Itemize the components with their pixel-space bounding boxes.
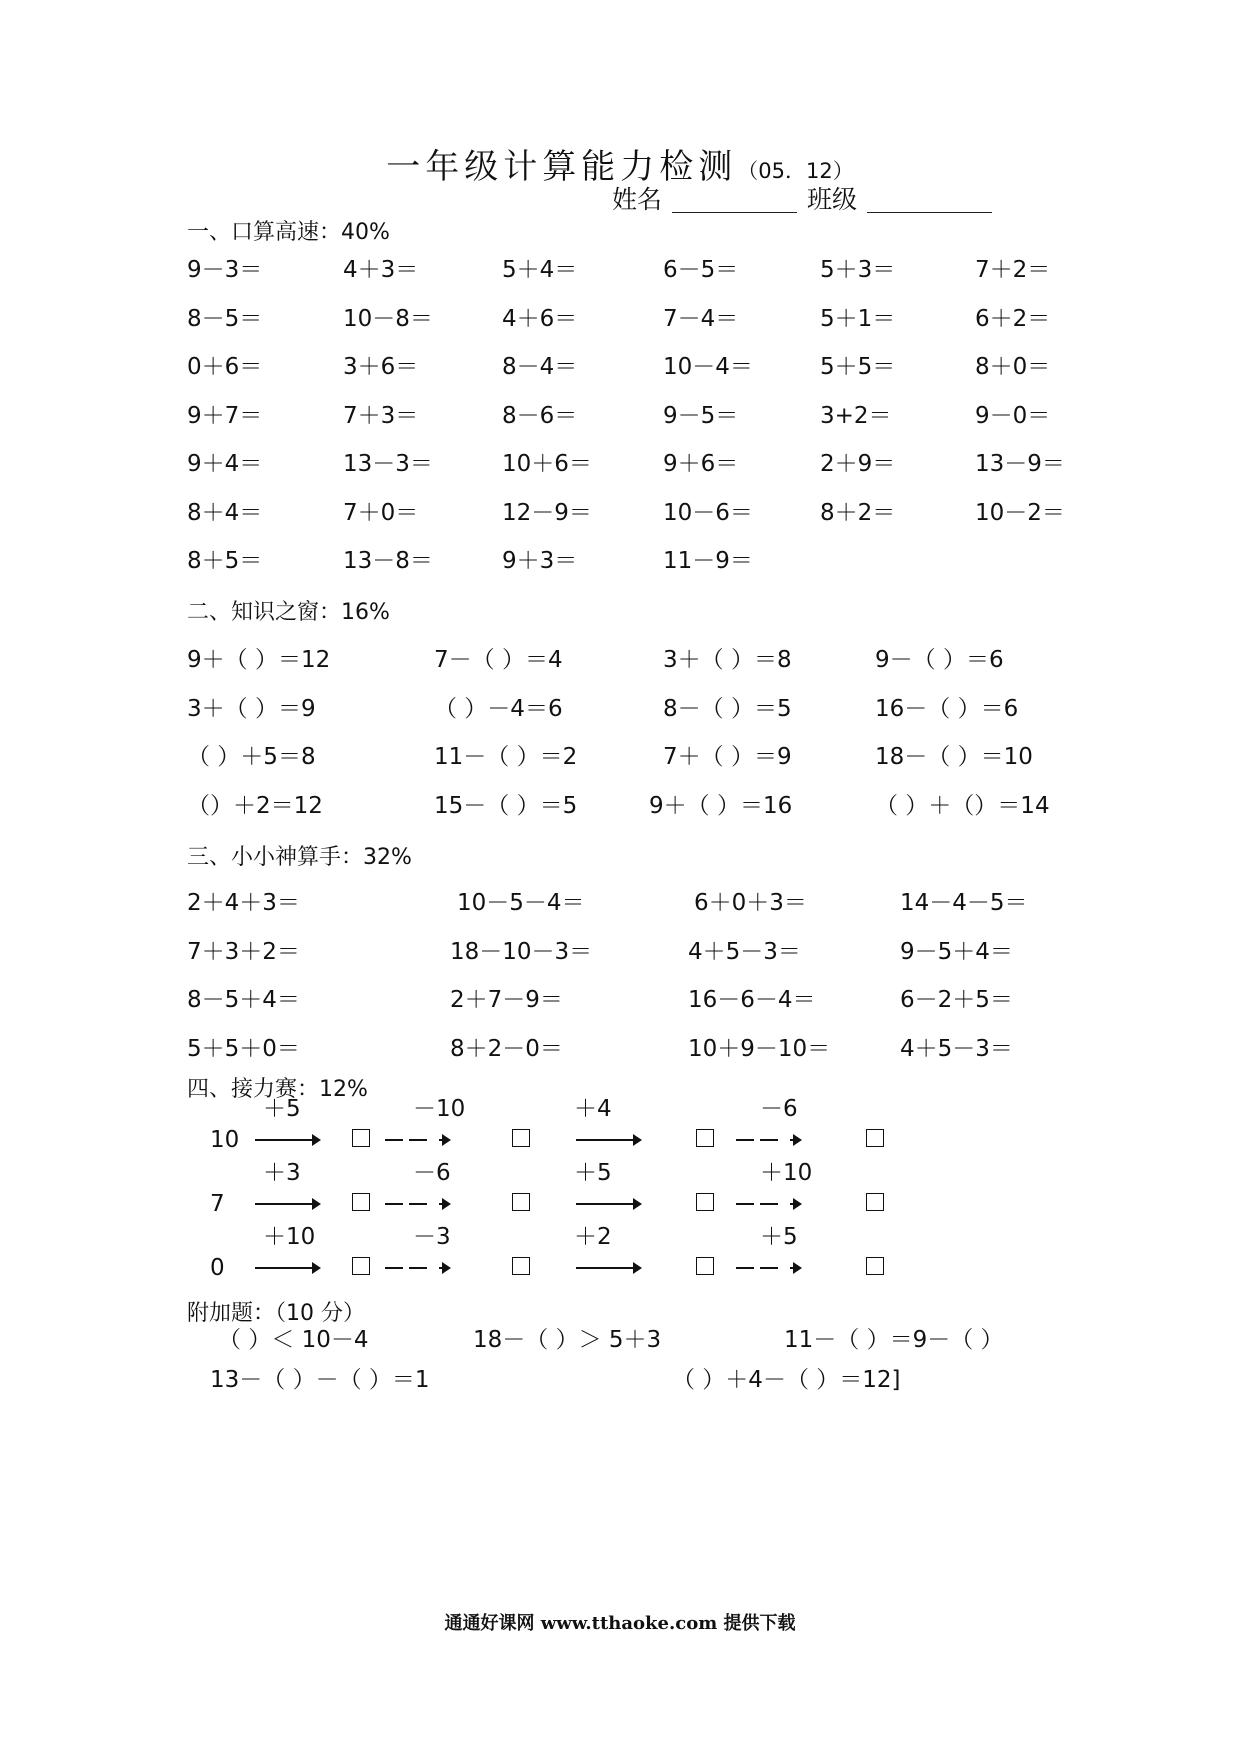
name-blank[interactable]	[672, 188, 797, 213]
class-label: 班级	[807, 185, 858, 214]
mixed-operation-problem: 5＋5＋0＝	[187, 1036, 300, 1062]
relay-arrow-icon	[385, 1262, 451, 1274]
fill-in-blank-problem: （ ）＋（）＝14	[875, 793, 1050, 819]
mental-math-problem: 0＋6＝	[187, 354, 263, 380]
fill-in-blank-problem: （）＋2＝12	[187, 793, 323, 819]
mental-math-problem: 8－5＝	[187, 306, 263, 332]
mental-math-problem: 9－5＝	[663, 403, 739, 429]
fill-in-blank-problem: 9＋（ ）＝16	[649, 793, 793, 819]
relay-arrow-icon	[255, 1262, 321, 1274]
title-main: 一年级计算能力检测	[386, 147, 738, 187]
mixed-operation-problem: 2＋7－9＝	[450, 987, 563, 1013]
fill-in-blank-problem: （ ）＋5＝8	[187, 744, 316, 770]
mental-math-problem: 9＋4＝	[187, 451, 263, 477]
bonus-comparison-problem: （ ）＜ 10－4	[218, 1327, 369, 1353]
mental-math-problem: 6－5＝	[663, 257, 739, 283]
mental-math-problem: 7＋3＝	[343, 403, 419, 429]
mental-math-problem: 7＋0＝	[343, 500, 419, 526]
relay-step-operation: ＋5	[760, 1224, 798, 1250]
answer-box[interactable]	[512, 1257, 530, 1275]
name-label: 姓名	[612, 185, 663, 214]
relay-step-operation: －6	[413, 1160, 451, 1186]
mental-math-problem: 8＋2＝	[820, 500, 896, 526]
mental-math-problem: 9＋6＝	[663, 451, 739, 477]
mixed-operation-problem: 10＋9－10＝	[688, 1036, 831, 1062]
mental-math-problem: 3＋6＝	[343, 354, 419, 380]
mental-math-problem: 7＋2＝	[975, 257, 1051, 283]
answer-box[interactable]	[512, 1193, 530, 1211]
relay-step-operation: ＋5	[263, 1096, 301, 1122]
section-heading-mental-math: 一、口算高速：40%	[187, 220, 390, 245]
bonus-equation-problem: 13－（ ）－（ ）＝1	[210, 1367, 430, 1393]
relay-step-operation: －10	[413, 1096, 466, 1122]
mental-math-problem: 4＋3＝	[343, 257, 419, 283]
relay-step-operation: －3	[413, 1224, 451, 1250]
fill-in-blank-problem: 18－（ ）＝10	[875, 744, 1033, 770]
answer-box[interactable]	[696, 1257, 714, 1275]
mixed-operation-problem: 18－10－3＝	[450, 939, 593, 965]
mental-math-problem: 13－3＝	[343, 451, 433, 477]
mental-math-problem: 9＋7＝	[187, 403, 263, 429]
mixed-operation-problem: 16－6－4＝	[688, 987, 816, 1013]
answer-box[interactable]	[512, 1129, 530, 1147]
relay-arrow-icon	[576, 1198, 642, 1210]
fill-in-blank-problem: 7＋（ ）＝9	[663, 744, 792, 770]
fill-in-blank-problem: 3＋（ ）＝8	[663, 647, 792, 673]
relay-step-operation: －6	[760, 1096, 798, 1122]
mental-math-problem: 12－9＝	[502, 500, 592, 526]
section-heading-relay-race: 四、接力赛：12%	[187, 1077, 368, 1102]
relay-step-operation: ＋4	[574, 1096, 612, 1122]
section-heading-little-calculator: 三、小小神算手：32%	[187, 845, 412, 870]
mental-math-problem: 8－6＝	[502, 403, 578, 429]
fill-in-blank-problem: 3＋（ ）＝9	[187, 696, 316, 722]
fill-in-blank-problem: 11－（ ）＝2	[434, 744, 578, 770]
mental-math-problem: 13－9＝	[975, 451, 1065, 477]
mental-math-problem: 8－4＝	[502, 354, 578, 380]
mental-math-problem: 3+2＝	[820, 403, 892, 429]
bonus-comparison-problem: 11－（ ）＝9－（ ）	[784, 1327, 1004, 1353]
mental-math-problem: 5＋1＝	[820, 306, 896, 332]
mixed-operation-problem: 6－2＋5＝	[900, 987, 1013, 1013]
relay-arrow-icon	[385, 1134, 451, 1146]
mental-math-problem: 6＋2＝	[975, 306, 1051, 332]
relay-step-operation: ＋10	[263, 1224, 316, 1250]
fill-in-blank-problem: 8－（ ）＝5	[663, 696, 792, 722]
relay-arrow-icon	[736, 1134, 802, 1146]
relay-step-operation: ＋10	[760, 1160, 813, 1186]
mental-math-problem: 8＋0＝	[975, 354, 1051, 380]
mental-math-problem: 8＋5＝	[187, 548, 263, 574]
name-class-row	[612, 183, 1002, 217]
mental-math-problem: 4＋6＝	[502, 306, 578, 332]
answer-box[interactable]	[696, 1129, 714, 1147]
relay-arrow-icon	[385, 1198, 451, 1210]
mental-math-problem: 2＋9＝	[820, 451, 896, 477]
mental-math-problem: 8＋4＝	[187, 500, 263, 526]
class-blank[interactable]	[867, 188, 992, 213]
relay-arrow-icon	[576, 1134, 642, 1146]
mixed-operation-problem: 4＋5－3＝	[688, 939, 801, 965]
section-heading-knowledge-window: 二、知识之窗：16%	[187, 600, 390, 625]
answer-box[interactable]	[352, 1257, 370, 1275]
mental-math-problem: 5＋3＝	[820, 257, 896, 283]
fill-in-blank-problem: 9＋（ ）＝12	[187, 647, 331, 673]
relay-step-operation: ＋2	[574, 1224, 612, 1250]
answer-box[interactable]	[866, 1129, 884, 1147]
mental-math-problem: 9－3＝	[187, 257, 263, 283]
section-heading-bonus: 附加题：（10 分）	[187, 1301, 365, 1326]
mental-math-problem: 10－8＝	[343, 306, 433, 332]
bonus-comparison-problem: 18－（ ）＞ 5＋3	[473, 1327, 662, 1353]
mixed-operation-problem: 2＋4＋3＝	[187, 890, 300, 916]
mixed-operation-problem: 9－5＋4＝	[900, 939, 1013, 965]
mental-math-problem: 5＋4＝	[502, 257, 578, 283]
mixed-operation-problem: 7＋3＋2＝	[187, 939, 300, 965]
relay-step-operation: ＋3	[263, 1160, 301, 1186]
mixed-operation-problem: 6＋0＋3＝	[694, 890, 807, 916]
mixed-operation-problem: 4＋5－3＝	[900, 1036, 1013, 1062]
answer-box[interactable]	[352, 1193, 370, 1211]
relay-arrow-icon	[255, 1134, 321, 1146]
mental-math-problem: 10＋6＝	[502, 451, 592, 477]
answer-box[interactable]	[866, 1257, 884, 1275]
title-date: （05．12）	[737, 159, 854, 183]
mixed-operation-problem: 14－4－5＝	[900, 890, 1028, 916]
relay-step-operation: ＋5	[574, 1160, 612, 1186]
fill-in-blank-problem: 9－（ ）＝6	[875, 647, 1004, 673]
mental-math-problem: 10－2＝	[975, 500, 1065, 526]
mixed-operation-problem: 8＋2－0＝	[450, 1036, 563, 1062]
bonus-equation-problem: （ ）＋4－（ ）＝12]	[672, 1367, 901, 1393]
relay-arrow-icon	[576, 1262, 642, 1274]
answer-box[interactable]	[696, 1193, 714, 1211]
relay-arrow-icon	[736, 1262, 802, 1274]
fill-in-blank-problem: 16－（ ）＝6	[875, 696, 1019, 722]
relay-arrow-icon	[736, 1198, 802, 1210]
relay-arrow-icon	[255, 1198, 321, 1210]
relay-start-number: 10	[210, 1127, 240, 1153]
fill-in-blank-problem: 15－（ ）＝5	[434, 793, 578, 819]
mental-math-problem: 10－4＝	[663, 354, 753, 380]
answer-box[interactable]	[352, 1129, 370, 1147]
fill-in-blank-problem: （ ）－4＝6	[434, 696, 563, 722]
fill-in-blank-problem: 7－（ ）＝4	[434, 647, 563, 673]
mental-math-problem: 11－9＝	[663, 548, 753, 574]
mixed-operation-problem: 8－5＋4＝	[187, 987, 300, 1013]
footer-source: 通通好课网 www.tthaoke.com 提供下载	[444, 1613, 796, 1634]
relay-start-number: 0	[210, 1255, 225, 1281]
mental-math-problem: 9＋3＝	[502, 548, 578, 574]
mental-math-problem: 7－4＝	[663, 306, 739, 332]
relay-start-number: 7	[210, 1191, 225, 1217]
mental-math-problem: 9－0＝	[975, 403, 1051, 429]
mental-math-problem: 10－6＝	[663, 500, 753, 526]
mental-math-problem: 5＋5＝	[820, 354, 896, 380]
mental-math-problem: 13－8＝	[343, 548, 433, 574]
answer-box[interactable]	[866, 1193, 884, 1211]
mixed-operation-problem: 10－5－4＝	[457, 890, 585, 916]
